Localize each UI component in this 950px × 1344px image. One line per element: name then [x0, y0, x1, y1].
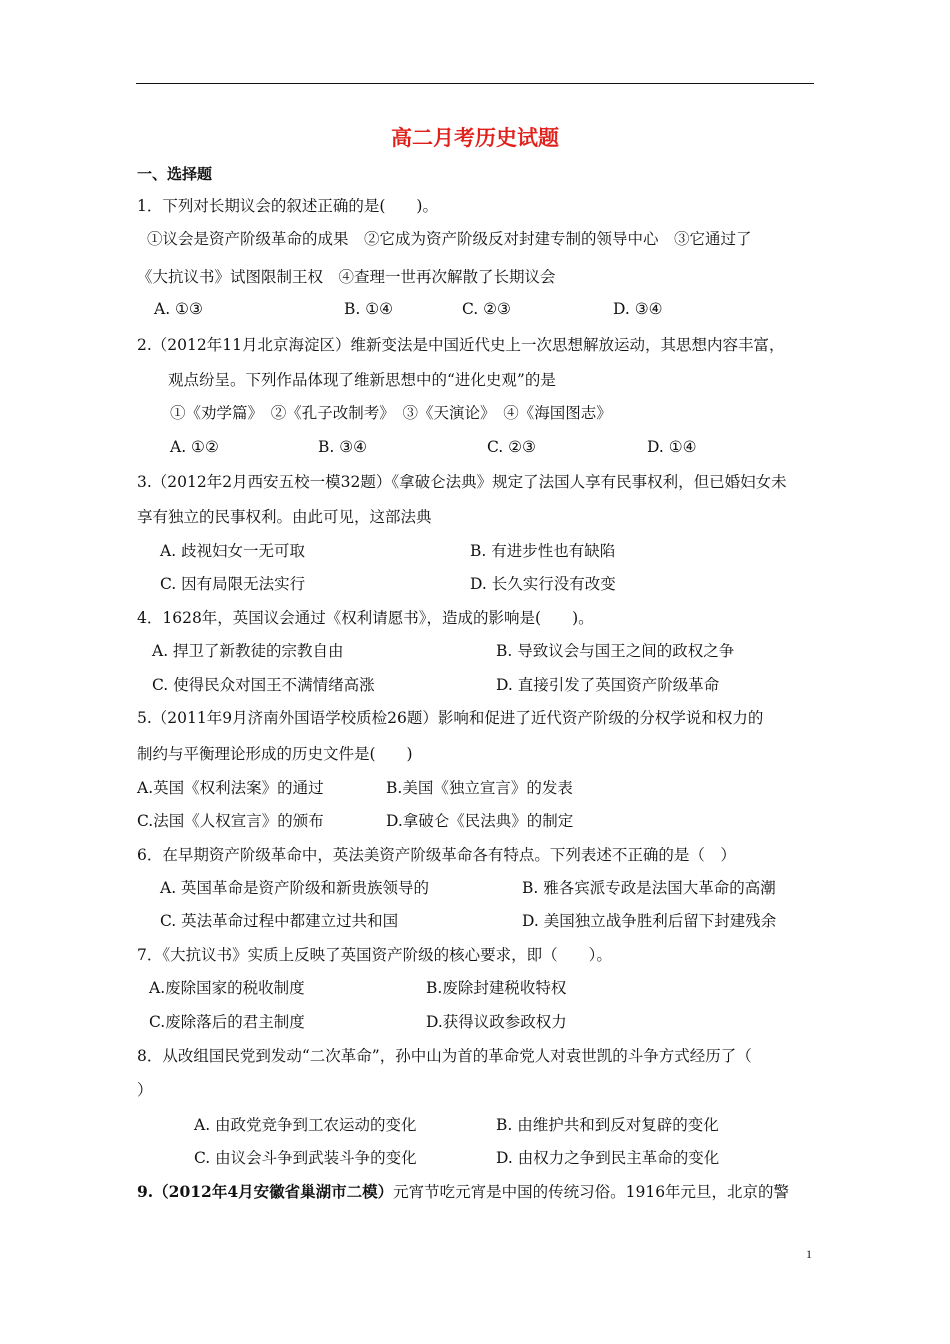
q6-option-c: C. 英法革命过程中都建立过共和国 [160, 912, 399, 930]
q2-option-a: A. ①② [170, 438, 219, 456]
q7-option-d: D.获得议政参政权力 [426, 1013, 567, 1031]
q5-stem: 5.（2011年9月济南外国语学校质检26题）影响和促进了近代资产阶级的分权学说和权力的 [137, 709, 764, 727]
section-heading: 一、选择题 [137, 165, 213, 183]
q7-option-a: A.废除国家的税收制度 [149, 979, 305, 997]
q5-option-d: D.拿破仑《民法典》的制定 [386, 812, 574, 830]
q5-line2: 制约与平衡理论形成的历史文件是( ) [137, 745, 413, 763]
q6-stem: 6．在早期资产阶级革命中，英法美资产阶级革命各有特点。下列表述不正确的是（ ） [137, 846, 736, 864]
q3-line2: 享有独立的民事权利。由此可见，这部法典 [137, 508, 432, 526]
q2-stem: 2.（2012年11月北京海淀区）维新变法是中国近代史上一次思想解放运动，其思想内容丰富， [137, 336, 785, 354]
q5-option-c: C.法国《人权宣言》的颁布 [137, 812, 324, 830]
q3-option-a: A. 歧视妇女一无可取 [160, 542, 306, 560]
q8-option-c: C. 由议会斗争到武装斗争的变化 [194, 1149, 417, 1167]
q8-line2: ） [137, 1081, 153, 1099]
page-title: 高二月考历史试题 [391, 126, 559, 150]
q1-stem: 1．下列对长期议会的叙述正确的是( )。 [137, 197, 438, 215]
q1-option-b: B. ①④ [344, 300, 394, 318]
q1-option-d: D. ③④ [613, 300, 663, 318]
q4-stem: 4．1628年，英国议会通过《权利请愿书》，造成的影响是( )。 [137, 609, 594, 627]
q3-option-d: D. 长久实行没有改变 [470, 575, 616, 593]
q7-option-c: C.废除落后的君主制度 [149, 1013, 305, 1031]
q9-stem [137, 1182, 789, 1202]
q4-option-c: C. 使得民众对国王不满情绪高涨 [152, 676, 375, 694]
q4-option-a: A. 捍卫了新教徒的宗教自由 [152, 642, 344, 660]
q1-line3: 《大抗议书》试图限制王权 ④查理一世再次解散了长期议会 [137, 268, 556, 286]
q9-source: 9.（2012年4月安徽省巢湖市二模） [137, 1182, 394, 1201]
q3-option-b: B. 有进步性也有缺陷 [470, 542, 616, 560]
q5-option-a: A.英国《权利法案》的通过 [137, 779, 324, 797]
q7-stem: 7．《大抗议书》实质上反映了英国资产阶级的核心要求，即（ ）。 [137, 946, 612, 964]
page-number: 1 [806, 1247, 812, 1261]
q2-line3: ①《劝学篇》 ②《孔子改制考》 ③《天演论》 ④《海国图志》 [170, 404, 612, 422]
q1-line2: ①议会是资产阶级革命的成果 ②它成为资产阶级反对封建专制的领导中心 ③它通过了 [147, 230, 752, 248]
q6-option-b: B. 雅各宾派专政是法国大革命的高潮 [522, 879, 776, 897]
q8-option-b: B. 由维护共和到反对复辟的变化 [496, 1116, 719, 1134]
q2-line2: 观点纷呈。下列作品体现了维新思想中的“进化史观”的是 [168, 371, 556, 389]
header-rule [136, 83, 814, 84]
q8-stem: 8．从改组国民党到发动“二次革命”，孙中山为首的革命党人对袁世凯的斗争方式经历了（ [137, 1047, 752, 1065]
q7-option-b: B.废除封建税收特权 [426, 979, 567, 997]
q1-option-a: A. ①③ [154, 300, 203, 318]
q2-option-b: B. ③④ [318, 438, 368, 456]
q6-option-a: A. 英国革命是资产阶级和新贵族领导的 [160, 879, 430, 897]
q3-option-c: C. 因有局限无法实行 [160, 575, 306, 593]
q4-option-b: B. 导致议会与国王之间的政权之争 [496, 642, 735, 660]
q2-option-d: D. ①④ [647, 438, 697, 456]
q8-option-a: A. 由政党竞争到工农运动的变化 [194, 1116, 417, 1134]
q1-option-c: C. ②③ [462, 300, 511, 318]
q8-option-d: D. 由权力之争到民主革命的变化 [496, 1149, 720, 1167]
q2-option-c: C. ②③ [487, 438, 536, 456]
q6-option-d: D. 美国独立战争胜利后留下封建残余 [522, 912, 777, 930]
q3-stem: 3.（2012年2月西安五校一模32题）《拿破仑法典》规定了法国人享有民事权利，但已婚妇女未 [137, 473, 787, 491]
q4-option-d: D. 直接引发了英国资产阶级革命 [496, 676, 720, 694]
q5-option-b: B.美国《独立宣言》的发表 [386, 779, 573, 797]
q9-text: 元宵节吃元宵是中国的传统习俗。1916年元旦，北京的警 [393, 1183, 790, 1201]
